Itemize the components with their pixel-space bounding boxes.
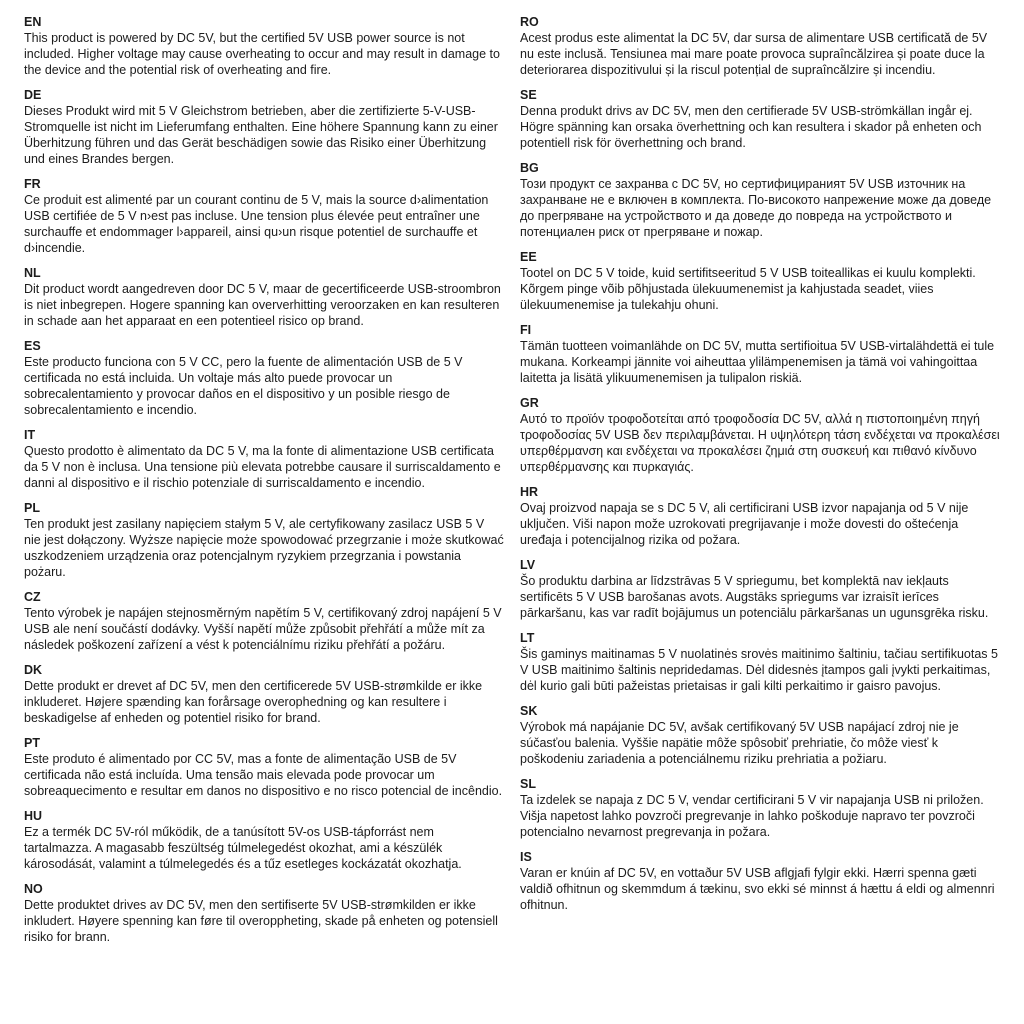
language-text: Výrobok má napájanie DC 5V, avšak certifikovaný 5V USB napájací zdroj nie je súčasťou balenia. Vyššie napätie môže spôsobiť prehriatie, čo môže viesť k poškodeniu zariadenia a potenciálnemu riziku prehriatia a požiaru. bbox=[520, 720, 959, 766]
language-section-is bbox=[520, 849, 1000, 913]
language-code: DK bbox=[24, 663, 43, 677]
language-text: Dieses Produkt wird mit 5 V Gleichstrom betrieben, aber die zertifizierte 5-V-USB-Stromquelle ist nicht im Lieferumfang enthalten. Eine höhere Spannung kann zu einer Überhitzung führen und das Gerät beschädigen sowie das Risiko einer Überhitzung und eines Brandes bergen. bbox=[24, 104, 498, 166]
language-code: EE bbox=[520, 250, 537, 264]
language-text: Šis gaminys maitinamas 5 V nuolatinės srovės maitinimo šaltiniu, tačiau sertifikuotas 5 V USB maitinimo šaltinis nepridedamas. Dėl didesnės įtampos gali įvykti perkaitimas, dėl kurio gali būti pažeistas prietaisas ir gali kilti perkaitimo ir gaisro pavojus. bbox=[520, 647, 998, 693]
language-section-de bbox=[24, 87, 504, 167]
language-text: Tootel on DC 5 V toide, kuid sertifitseeritud 5 V USB toiteallikas ei kuulu komplekti. Kõrgem pinge võib põhjustada ülekuumenemist ja kahjustada seadet, viies ülekuumenemise ja tulekahju ohuni. bbox=[520, 266, 976, 312]
language-code: ES bbox=[24, 339, 41, 353]
language-section-nl bbox=[24, 265, 504, 329]
language-code: IT bbox=[24, 428, 36, 442]
language-code: DE bbox=[24, 88, 42, 102]
language-section-hr bbox=[520, 484, 1000, 548]
language-text: Ten produkt jest zasilany napięciem stałym 5 V, ale certyfikowany zasilacz USB 5 V nie jest dołączony. Wyższe napięcie może spowodować przegrzanie i może skutkować uszkodzeniem urządzenia oraz potencjalnym ryzykiem przegrzania i powstania pożaru. bbox=[24, 517, 504, 579]
language-code: SL bbox=[520, 777, 536, 791]
language-section-it bbox=[24, 427, 504, 491]
language-code: NO bbox=[24, 882, 43, 896]
language-section-fr bbox=[24, 176, 504, 256]
language-code: NL bbox=[24, 266, 41, 280]
language-text: Denna produkt drivs av DC 5V, men den certifierade 5V USB-strömkällan ingår ej. Högre spänning kan orsaka överhettning och kan resultera i skador på enheten och potentiell risk för överhettning och brand. bbox=[520, 104, 982, 150]
language-code: HU bbox=[24, 809, 43, 823]
language-code: RO bbox=[520, 15, 539, 29]
language-code: BG bbox=[520, 161, 539, 175]
language-section-bg bbox=[520, 160, 1000, 240]
language-section-lv bbox=[520, 557, 1000, 621]
language-section-hu bbox=[24, 808, 504, 872]
language-section-cz bbox=[24, 589, 504, 653]
language-text: Ta izdelek se napaja z DC 5 V, vendar certificirani 5 V vir napajanja USB ni priložen. Višja napetost lahko povzroči pregrevanje in lahko poškoduje napravo ter povzroči potencialno nevarnost pregrevanja in požara. bbox=[520, 793, 984, 839]
language-text: Dette produktet drives av DC 5V, men den sertifiserte 5V USB-strømkilden er ikke inkludert. Høyere spenning kan føre til overoppheting, skade på enheten og potensiell risiko for brann. bbox=[24, 898, 498, 944]
language-code: GR bbox=[520, 396, 539, 410]
language-text: Acest produs este alimentat la DC 5V, dar sursa de alimentare USB certificată de 5V nu este inclusă. Tensiunea mai mare poate provoca supraîncălzirea și poate duce la deteriorarea dispozitivului și la riscul potențial de supraîncălzire și incendiu. bbox=[520, 31, 988, 77]
language-text: This product is powered by DC 5V, but the certified 5V USB power source is not included. Higher voltage may cause overheating to occur and may result in damage to the device and the potential risk of overheating and fire. bbox=[24, 31, 500, 77]
language-section-lt bbox=[520, 630, 1000, 694]
language-section-en bbox=[24, 14, 504, 78]
language-code: SK bbox=[520, 704, 538, 718]
language-code: EN bbox=[24, 15, 42, 29]
language-code: LT bbox=[520, 631, 535, 645]
language-section-sk bbox=[520, 703, 1000, 767]
language-text: Ce produit est alimenté par un courant continu de 5 V, mais la source d›alimentation USB certifiée de 5 V n›est pas incluse. Une tension plus élevée peut entraîner une surchauffe et endommager l›appareil, ainsi qu›un risque potentiel de surchauffe et d›incendie. bbox=[24, 193, 489, 255]
language-code: IS bbox=[520, 850, 532, 864]
language-text: Dit product wordt aangedreven door DC 5 V, maar de gecertificeerde USB-stroombron is niet inbegrepen. Hogere spanning kan oververhitting veroorzaken en kan resulteren in schade aan het apparaat en een potentieel risico op brand. bbox=[24, 282, 501, 328]
language-section-es bbox=[24, 338, 504, 418]
language-text: Този продукт се захранва с DC 5V, но сертифицираният 5V USB източник на захранване не е включен в комплекта. По-високото напрежение може да доведе до прегряване на устройството и да доведе до повреда на устройството и потенциален риск от прегряване и пожар. bbox=[520, 177, 992, 239]
language-code: HR bbox=[520, 485, 539, 499]
language-section-gr bbox=[520, 395, 1000, 475]
language-code: FR bbox=[24, 177, 41, 191]
language-text: Este produto é alimentado por CC 5V, mas a fonte de alimentação USB de 5V certificada não está incluída. Uma tensão mais elevada pode provocar um sobreaquecimento e resultar em danos no dispositivo e no risco potencial de incêndio. bbox=[24, 752, 503, 798]
language-section-no bbox=[24, 881, 504, 945]
language-section-ro bbox=[520, 14, 1000, 78]
language-code: PL bbox=[24, 501, 40, 515]
language-text: Tento výrobek je napájen stejnosměrným napětím 5 V, certifikovaný zdroj napájení 5 V USB ale není součástí dodávky. Vyšší napětí může způsobit přehřátí a může mít za následek poškození zařízení a vést k potenciálnímu riziku přehřátí a požáru. bbox=[24, 606, 502, 652]
language-section-se bbox=[520, 87, 1000, 151]
language-text: Šo produktu darbina ar līdzstrāvas 5 V spriegumu, bet komplektā nav iekļauts sertificēts 5 V USB barošanas avots. Augstāks spriegums var izraisīt ierīces pārkaršanu, kas var radīt bojājumus un potenciālu pārkaršanas un ugunsgrēka risku. bbox=[520, 574, 989, 620]
language-text: Dette produkt er drevet af DC 5V, men den certificerede 5V USB-strømkilde er ikke inkluderet. Højere spænding kan forårsage overophedning og kan resultere i beskadigelse af enheden og potentiel risiko for brand. bbox=[24, 679, 483, 725]
language-section-fi bbox=[520, 322, 1000, 386]
language-code: LV bbox=[520, 558, 536, 572]
language-section-ee bbox=[520, 249, 1000, 313]
language-code: PT bbox=[24, 736, 40, 750]
language-text: Questo prodotto è alimentato da DC 5 V, ma la fonte di alimentazione USB certificata da 5 V non è inclusa. Una tensione più elevata potrebbe causare il surriscaldamento e danni al dispositivo e il rischio potenziale di surriscaldamento e incendio. bbox=[24, 444, 501, 490]
language-text: Ez a termék DC 5V-ról működik, de a tanúsított 5V-os USB-tápforrást nem tartalmazza. A magasabb feszültség túlmelegedést okozhat, ami a készülék károsodását, valamint a túlmelegedés és a tűz esetleges kockázatát okozhatja. bbox=[24, 825, 462, 871]
language-text: Varan er knúin af DC 5V, en vottaður 5V USB aflgjafi fylgir ekki. Hærri spenna gæti valdið ofhitnun og skemmdum á tækinu, svo ekki sé minnst á hættu á eldi og almennri ofhitnun. bbox=[520, 866, 995, 912]
left-column bbox=[24, 14, 504, 954]
language-section-dk bbox=[24, 662, 504, 726]
language-section-pl bbox=[24, 500, 504, 580]
language-code: FI bbox=[520, 323, 532, 337]
language-section-sl bbox=[520, 776, 1000, 840]
language-text: Tämän tuotteen voimanlähde on DC 5V, mutta sertifioitua 5V USB-virtalähdettä ei tule mukana. Korkeampi jännite voi aiheuttaa ylilämpenemisen ja tämä voi vahingoittaa laitetta ja lisätä ylikuumenemisen ja tulipalon riskiä. bbox=[520, 339, 995, 385]
language-section-pt bbox=[24, 735, 504, 799]
right-column bbox=[520, 14, 1000, 954]
language-text: Este producto funciona con 5 V CC, pero la fuente de alimentación USB de 5 V certificada no está incluida. Un voltaje más alto puede provocar un sobrecalentamiento y provocar daños en el dispositivo y un posible riesgo de sobrecalentamiento e incendio. bbox=[24, 355, 463, 417]
language-code: SE bbox=[520, 88, 537, 102]
language-code: CZ bbox=[24, 590, 41, 604]
language-text: Ovaj proizvod napaja se s DC 5 V, ali certificirani USB izvor napajanja od 5 V nije uključen. Viši napon može uzrokovati pregrijavanje i može dovesti do oštećenja uređaja i potencijalnog rizika od požara. bbox=[520, 501, 969, 547]
language-text: Αυτό το προϊόν τροφοδοτείται από τροφοδοσία DC 5V, αλλά η πιστοποιημένη πηγή τροφοδοσίας 5V USB δεν περιλαμβάνεται. Η υψηλότερη τάση ενδέχεται να προκαλέσει υπερθέρμανση και ενδέχεται να προκαλέσει ζημιά στη συσκευή και πιθανό κίνδυνο υπερθέρμανσης και πυρκαγιάς. bbox=[520, 412, 1000, 474]
